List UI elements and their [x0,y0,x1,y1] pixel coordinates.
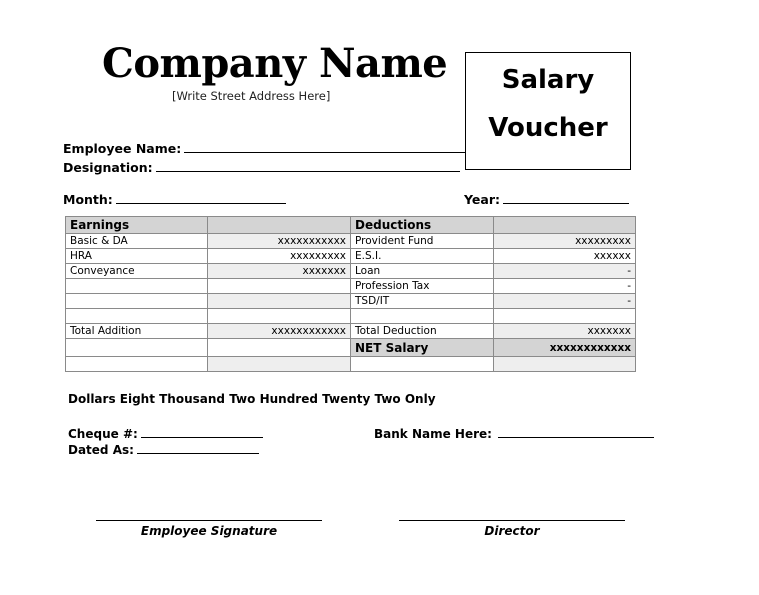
deduction-label: TSD/IT [351,294,494,309]
earning-label [66,294,208,309]
cheque-blank[interactable] [141,425,263,438]
cheque-field [68,425,263,441]
employee-signature-label: Employee Signature [140,524,278,538]
table-row [66,294,636,309]
deduction-amount: - [494,264,636,279]
voucher-title-line1: Salary [501,65,595,95]
table-row [66,249,636,264]
empty-cell [351,357,494,372]
bank-field [374,425,654,441]
bank-label: Bank Name Here: [374,427,492,441]
earnings-header: Earnings [66,217,208,234]
table-row [66,279,636,294]
earning-amount [208,309,351,324]
dated-label: Dated As: [68,443,134,457]
total-deduction-label: Total Deduction [351,324,494,339]
deduction-amount: xxxxxx [494,249,636,264]
earning-label: Basic & DA [66,234,208,249]
employee-name-field [63,140,466,156]
amount-in-words: Dollars Eight Thousand Two Hundred Twenty Two Only [68,392,436,406]
table-header-row [66,217,636,234]
year-blank[interactable] [503,191,629,204]
deduction-amount [494,309,636,324]
total-deduction-amount: xxxxxxx [494,324,636,339]
designation-field [63,159,460,175]
earning-label: HRA [66,249,208,264]
earning-label: Conveyance [66,264,208,279]
deduction-label: Profession Tax [351,279,494,294]
deduction-label: E.S.I. [351,249,494,264]
net-salary-row [66,339,636,357]
company-name: Company Name [102,40,448,87]
table-row [66,309,636,324]
director-signature-line[interactable] [399,520,625,521]
earning-amount [208,294,351,309]
earning-amount: xxxxxxxxxxx [208,234,351,249]
empty-cell [66,357,208,372]
designation-label: Designation: [63,160,153,175]
deductions-header-blank [494,217,636,234]
net-row-blank-1 [66,339,208,357]
employee-signature-line[interactable] [96,520,322,521]
empty-cell [494,357,636,372]
earning-label [66,309,208,324]
table-row-totals [66,324,636,339]
deduction-label [351,309,494,324]
table-row [66,264,636,279]
month-field [63,191,286,207]
employee-name-blank[interactable] [184,140,466,153]
earning-amount: xxxxxxx [208,264,351,279]
deductions-header: Deductions [351,217,494,234]
deduction-label: Provident Fund [351,234,494,249]
earning-label [66,279,208,294]
dated-field [68,441,259,457]
total-addition-label: Total Addition [66,324,208,339]
earnings-header-blank [208,217,351,234]
cheque-label: Cheque #: [68,427,138,441]
deduction-amount: - [494,294,636,309]
earning-amount: xxxxxxxxx [208,249,351,264]
table-row [66,234,636,249]
year-field [464,191,629,207]
director-signature-label: Director [484,524,540,538]
deduction-amount: - [494,279,636,294]
company-address: [Write Street Address Here] [172,89,331,103]
designation-blank[interactable] [156,159,460,172]
deduction-amount: xxxxxxxxx [494,234,636,249]
voucher-title-box [465,52,631,170]
net-salary-label: NET Salary [351,339,494,357]
month-label: Month: [63,192,113,207]
deduction-label: Loan [351,264,494,279]
earning-amount [208,279,351,294]
net-row-blank-2 [208,339,351,357]
salary-table [65,216,636,372]
empty-cell [208,357,351,372]
year-label: Year: [464,192,500,207]
total-addition-amount: xxxxxxxxxxxx [208,324,351,339]
employee-name-label: Employee Name: [63,141,182,156]
bank-blank[interactable] [498,425,654,438]
voucher-title-line2: Voucher [488,113,608,143]
month-blank[interactable] [116,191,286,204]
net-salary-amount: xxxxxxxxxxxx [494,339,636,357]
dated-blank[interactable] [137,441,259,454]
table-row-empty [66,357,636,372]
